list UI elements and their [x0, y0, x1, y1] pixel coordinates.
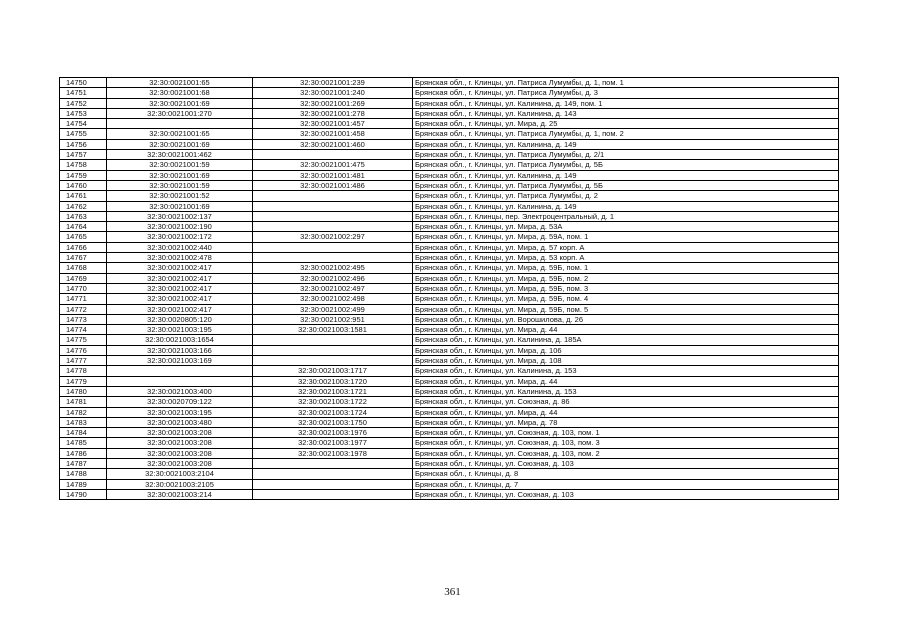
row-number-cell: 14785 [60, 438, 107, 448]
cadastral-number-cell: 32:30:0021003:169 [107, 356, 253, 366]
address-cell: Брянская обл., г. Клинцы, ул. Союзная, д. 103 [413, 458, 839, 468]
table-row [60, 407, 839, 417]
register-table-body [60, 78, 839, 500]
address-cell: Брянская обл., г. Клинцы, ул. Мира, д. 53А [413, 222, 839, 232]
related-cadastral-number-cell [253, 191, 413, 201]
related-cadastral-number-cell: 32:30:0021002:496 [253, 273, 413, 283]
cadastral-number-cell: 32:30:0021002:190 [107, 222, 253, 232]
row-number-cell: 14783 [60, 417, 107, 427]
row-number-cell: 14767 [60, 253, 107, 263]
cadastral-number-cell: 32:30:0021003:166 [107, 345, 253, 355]
related-cadastral-number-cell: 32:30:0021003:1750 [253, 417, 413, 427]
row-number-cell: 14789 [60, 479, 107, 489]
row-number-cell: 14776 [60, 345, 107, 355]
table-row [60, 263, 839, 273]
related-cadastral-number-cell: 32:30:0021002:498 [253, 294, 413, 304]
related-cadastral-number-cell [253, 253, 413, 263]
cadastral-number-cell: 32:30:0021003:208 [107, 438, 253, 448]
address-cell: Брянская обл., г. Клинцы, ул. Мира, д. 78 [413, 417, 839, 427]
row-number-cell: 14770 [60, 283, 107, 293]
row-number-cell: 14782 [60, 407, 107, 417]
row-number-cell: 14751 [60, 88, 107, 98]
table-row [60, 356, 839, 366]
cadastral-number-cell: 32:30:0021001:270 [107, 108, 253, 118]
cadastral-number-cell: 32:30:0021001:68 [107, 88, 253, 98]
property-register-table [59, 77, 839, 500]
related-cadastral-number-cell: 32:30:0021001:240 [253, 88, 413, 98]
address-cell: Брянская обл., г. Клинцы, ул. Мира, д. 57 корп. А [413, 242, 839, 252]
related-cadastral-number-cell: 32:30:0021001:239 [253, 78, 413, 88]
address-cell: Брянская обл., г. Клинцы, ул. Патриса Лумумбы, д. 1, пом. 2 [413, 129, 839, 139]
related-cadastral-number-cell [253, 211, 413, 221]
cadastral-number-cell [107, 376, 253, 386]
table-row [60, 397, 839, 407]
table-row [60, 273, 839, 283]
cadastral-number-cell: 32:30:0021002:478 [107, 253, 253, 263]
table-row [60, 283, 839, 293]
address-cell: Брянская обл., г. Клинцы, ул. Мира, д. 59Б, пом. 1 [413, 263, 839, 273]
related-cadastral-number-cell: 32:30:0021003:1720 [253, 376, 413, 386]
related-cadastral-number-cell: 32:30:0021003:1977 [253, 438, 413, 448]
address-cell: Брянская обл., г. Клинцы, ул. Мира, д. 59Б, пом. 3 [413, 283, 839, 293]
address-cell: Брянская обл., г. Клинцы, ул. Союзная, д. 86 [413, 397, 839, 407]
address-cell: Брянская обл., г. Клинцы, ул. Калинина, д. 153 [413, 366, 839, 376]
related-cadastral-number-cell [253, 201, 413, 211]
related-cadastral-number-cell [253, 345, 413, 355]
address-cell: Брянская обл., г. Клинцы, ул. Калинина, д. 149 [413, 201, 839, 211]
row-number-cell: 14773 [60, 314, 107, 324]
row-number-cell: 14774 [60, 325, 107, 335]
related-cadastral-number-cell: 32:30:0021001:486 [253, 180, 413, 190]
row-number-cell: 14771 [60, 294, 107, 304]
cadastral-number-cell: 32:30:0021003:480 [107, 417, 253, 427]
address-cell: Брянская обл., г. Клинцы, ул. Мира, д. 59Б, пом. 2 [413, 273, 839, 283]
table-row [60, 78, 839, 88]
table-row [60, 180, 839, 190]
cadastral-number-cell: 32:30:0021001:69 [107, 201, 253, 211]
row-number-cell: 14753 [60, 108, 107, 118]
address-cell: Брянская обл., г. Клинцы, ул. Мира, д. 53 корп. А [413, 253, 839, 263]
cadastral-number-cell: 32:30:0021001:69 [107, 170, 253, 180]
table-row [60, 160, 839, 170]
related-cadastral-number-cell [253, 469, 413, 479]
table-row [60, 119, 839, 129]
cadastral-number-cell: 32:30:0020709:122 [107, 397, 253, 407]
row-number-cell: 14772 [60, 304, 107, 314]
related-cadastral-number-cell [253, 489, 413, 499]
table-row [60, 150, 839, 160]
table-row [60, 232, 839, 242]
related-cadastral-number-cell [253, 356, 413, 366]
table-row [60, 201, 839, 211]
related-cadastral-number-cell: 32:30:0021001:269 [253, 98, 413, 108]
cadastral-number-cell: 32:30:0021002:417 [107, 273, 253, 283]
table-row [60, 191, 839, 201]
cadastral-number-cell: 32:30:0021003:1654 [107, 335, 253, 345]
address-cell: Брянская обл., г. Клинцы, ул. Патриса Лумумбы, д. 2/1 [413, 150, 839, 160]
related-cadastral-number-cell: 32:30:0021002:499 [253, 304, 413, 314]
address-cell: Брянская обл., г. Клинцы, ул. Калинина, д. 153 [413, 386, 839, 396]
row-number-cell: 14754 [60, 119, 107, 129]
address-cell: Брянская обл., г. Клинцы, ул. Калинина, д. 149 [413, 139, 839, 149]
cadastral-number-cell: 32:30:0021001:69 [107, 139, 253, 149]
row-number-cell: 14764 [60, 222, 107, 232]
address-cell: Брянская обл., г. Клинцы, ул. Союзная, д. 103, пом. 1 [413, 428, 839, 438]
row-number-cell: 14777 [60, 356, 107, 366]
related-cadastral-number-cell [253, 242, 413, 252]
cadastral-number-cell: 32:30:0021002:417 [107, 283, 253, 293]
cadastral-number-cell [107, 366, 253, 376]
table-row [60, 376, 839, 386]
row-number-cell: 14761 [60, 191, 107, 201]
table-row [60, 108, 839, 118]
cadastral-number-cell: 32:30:0021001:69 [107, 98, 253, 108]
row-number-cell: 14768 [60, 263, 107, 273]
address-cell: Брянская обл., г. Клинцы, ул. Калинина, д. 149 [413, 170, 839, 180]
cadastral-number-cell: 32:30:0021001:65 [107, 78, 253, 88]
row-number-cell: 14781 [60, 397, 107, 407]
row-number-cell: 14778 [60, 366, 107, 376]
row-number-cell: 14790 [60, 489, 107, 499]
table-row [60, 428, 839, 438]
table-row [60, 88, 839, 98]
row-number-cell: 14775 [60, 335, 107, 345]
table-row [60, 253, 839, 263]
address-cell: Брянская обл., г. Клинцы, ул. Мира, д. 44 [413, 407, 839, 417]
row-number-cell: 14763 [60, 211, 107, 221]
related-cadastral-number-cell: 32:30:0021003:1722 [253, 397, 413, 407]
related-cadastral-number-cell: 32:30:0021002:297 [253, 232, 413, 242]
address-cell: Брянская обл., г. Клинцы, ул. Калинина, д. 143 [413, 108, 839, 118]
related-cadastral-number-cell: 32:30:0021003:1721 [253, 386, 413, 396]
table-row [60, 479, 839, 489]
table-row [60, 345, 839, 355]
table-row [60, 448, 839, 458]
cadastral-number-cell: 32:30:0021003:2104 [107, 469, 253, 479]
address-cell: Брянская обл., г. Клинцы, ул. Мира, д. 25 [413, 119, 839, 129]
address-cell: Брянская обл., г. Клинцы, ул. Мира, д. 44 [413, 325, 839, 335]
related-cadastral-number-cell: 32:30:0021002:951 [253, 314, 413, 324]
address-cell: Брянская обл., г. Клинцы, ул. Патриса Лумумбы, д. 3 [413, 88, 839, 98]
row-number-cell: 14760 [60, 180, 107, 190]
row-number-cell: 14758 [60, 160, 107, 170]
cadastral-number-cell: 32:30:0021003:214 [107, 489, 253, 499]
address-cell: Брянская обл., г. Клинцы, ул. Мира, д. 59А, пом. 1 [413, 232, 839, 242]
table-row [60, 211, 839, 221]
related-cadastral-number-cell: 32:30:0021003:1724 [253, 407, 413, 417]
cadastral-number-cell: 32:30:0021002:417 [107, 304, 253, 314]
row-number-cell: 14779 [60, 376, 107, 386]
row-number-cell: 14784 [60, 428, 107, 438]
table-row [60, 489, 839, 499]
related-cadastral-number-cell: 32:30:0021001:475 [253, 160, 413, 170]
cadastral-number-cell: 32:30:0021003:208 [107, 428, 253, 438]
table-row [60, 170, 839, 180]
related-cadastral-number-cell: 32:30:0021001:460 [253, 139, 413, 149]
related-cadastral-number-cell: 32:30:0021003:1978 [253, 448, 413, 458]
row-number-cell: 14759 [60, 170, 107, 180]
row-number-cell: 14750 [60, 78, 107, 88]
page-number: 361 [444, 586, 461, 598]
table-row [60, 98, 839, 108]
table-row [60, 335, 839, 345]
address-cell: Брянская обл., г. Клинцы, ул. Мира, д. 108 [413, 356, 839, 366]
table-row [60, 458, 839, 468]
related-cadastral-number-cell: 32:30:0021001:458 [253, 129, 413, 139]
row-number-cell: 14788 [60, 469, 107, 479]
table-row [60, 386, 839, 396]
related-cadastral-number-cell: 32:30:0021003:1581 [253, 325, 413, 335]
address-cell: Брянская обл., г. Клинцы, ул. Ворошилова, д. 26 [413, 314, 839, 324]
related-cadastral-number-cell: 32:30:0021001:481 [253, 170, 413, 180]
address-cell: Брянская обл., г. Клинцы, ул. Мира, д. 44 [413, 376, 839, 386]
address-cell: Брянская обл., г. Клинцы, ул. Союзная, д. 103, пом. 3 [413, 438, 839, 448]
address-cell: Брянская обл., г. Клинцы, ул. Патриса Лумумбы, д. 5Б [413, 160, 839, 170]
row-number-cell: 14752 [60, 98, 107, 108]
row-number-cell: 14780 [60, 386, 107, 396]
address-cell: Брянская обл., г. Клинцы, д. 8 [413, 469, 839, 479]
table-row [60, 222, 839, 232]
table-row [60, 129, 839, 139]
related-cadastral-number-cell: 32:30:0021003:1976 [253, 428, 413, 438]
cadastral-number-cell: 32:30:0021002:417 [107, 294, 253, 304]
address-cell: Брянская обл., г. Клинцы, ул. Калинина, д. 149, пом. 1 [413, 98, 839, 108]
table-row [60, 294, 839, 304]
cadastral-number-cell: 32:30:0021003:400 [107, 386, 253, 396]
related-cadastral-number-cell [253, 222, 413, 232]
table-row [60, 314, 839, 324]
address-cell: Брянская обл., г. Клинцы, ул. Патриса Лумумбы, д. 2 [413, 191, 839, 201]
address-cell: Брянская обл., г. Клинцы, ул. Мира, д. 59Б, пом. 5 [413, 304, 839, 314]
row-number-cell: 14762 [60, 201, 107, 211]
address-cell: Брянская обл., г. Клинцы, д. 7 [413, 479, 839, 489]
related-cadastral-number-cell [253, 479, 413, 489]
cadastral-number-cell: 32:30:0021002:440 [107, 242, 253, 252]
cadastral-number-cell: 32:30:0021002:137 [107, 211, 253, 221]
cadastral-number-cell: 32:30:0021003:195 [107, 407, 253, 417]
cadastral-number-cell: 32:30:0021003:195 [107, 325, 253, 335]
address-cell: Брянская обл., г. Клинцы, ул. Патриса Лумумбы, д. 5Б [413, 180, 839, 190]
related-cadastral-number-cell [253, 335, 413, 345]
row-number-cell: 14757 [60, 150, 107, 160]
table-row [60, 139, 839, 149]
cadastral-number-cell: 32:30:0021001:59 [107, 160, 253, 170]
cadastral-number-cell [107, 119, 253, 129]
cadastral-number-cell: 32:30:0021001:52 [107, 191, 253, 201]
row-number-cell: 14766 [60, 242, 107, 252]
address-cell: Брянская обл., г. Клинцы, ул. Мира, д. 106 [413, 345, 839, 355]
cadastral-number-cell: 32:30:0021003:2105 [107, 479, 253, 489]
related-cadastral-number-cell [253, 458, 413, 468]
table-row [60, 417, 839, 427]
row-number-cell: 14769 [60, 273, 107, 283]
row-number-cell: 14787 [60, 458, 107, 468]
address-cell: Брянская обл., г. Клинцы, ул. Патриса Лумумбы, д. 1, пом. 1 [413, 78, 839, 88]
address-cell: Брянская обл., г. Клинцы, пер. Электроцентральный, д. 1 [413, 211, 839, 221]
address-cell: Брянская обл., г. Клинцы, ул. Мира, д. 59Б, пом. 4 [413, 294, 839, 304]
row-number-cell: 14755 [60, 129, 107, 139]
row-number-cell: 14786 [60, 448, 107, 458]
related-cadastral-number-cell: 32:30:0021001:278 [253, 108, 413, 118]
cadastral-number-cell: 32:30:0021001:65 [107, 129, 253, 139]
cadastral-number-cell: 32:30:0020805:120 [107, 314, 253, 324]
related-cadastral-number-cell [253, 150, 413, 160]
related-cadastral-number-cell: 32:30:0021002:497 [253, 283, 413, 293]
table-row [60, 438, 839, 448]
related-cadastral-number-cell: 32:30:0021003:1717 [253, 366, 413, 376]
row-number-cell: 14756 [60, 139, 107, 149]
address-cell: Брянская обл., г. Клинцы, ул. Калинина, д. 185А [413, 335, 839, 345]
related-cadastral-number-cell: 32:30:0021002:495 [253, 263, 413, 273]
address-cell: Брянская обл., г. Клинцы, ул. Союзная, д. 103 [413, 489, 839, 499]
cadastral-number-cell: 32:30:0021001:462 [107, 150, 253, 160]
address-cell: Брянская обл., г. Клинцы, ул. Союзная, д. 103, пом. 2 [413, 448, 839, 458]
table-row [60, 242, 839, 252]
row-number-cell: 14765 [60, 232, 107, 242]
table-row [60, 469, 839, 479]
cadastral-number-cell: 32:30:0021003:208 [107, 458, 253, 468]
cadastral-number-cell: 32:30:0021002:417 [107, 263, 253, 273]
cadastral-number-cell: 32:30:0021003:208 [107, 448, 253, 458]
table-row [60, 366, 839, 376]
table-row [60, 304, 839, 314]
related-cadastral-number-cell: 32:30:0021001:457 [253, 119, 413, 129]
cadastral-number-cell: 32:30:0021001:59 [107, 180, 253, 190]
table-row [60, 325, 839, 335]
cadastral-number-cell: 32:30:0021002:172 [107, 232, 253, 242]
